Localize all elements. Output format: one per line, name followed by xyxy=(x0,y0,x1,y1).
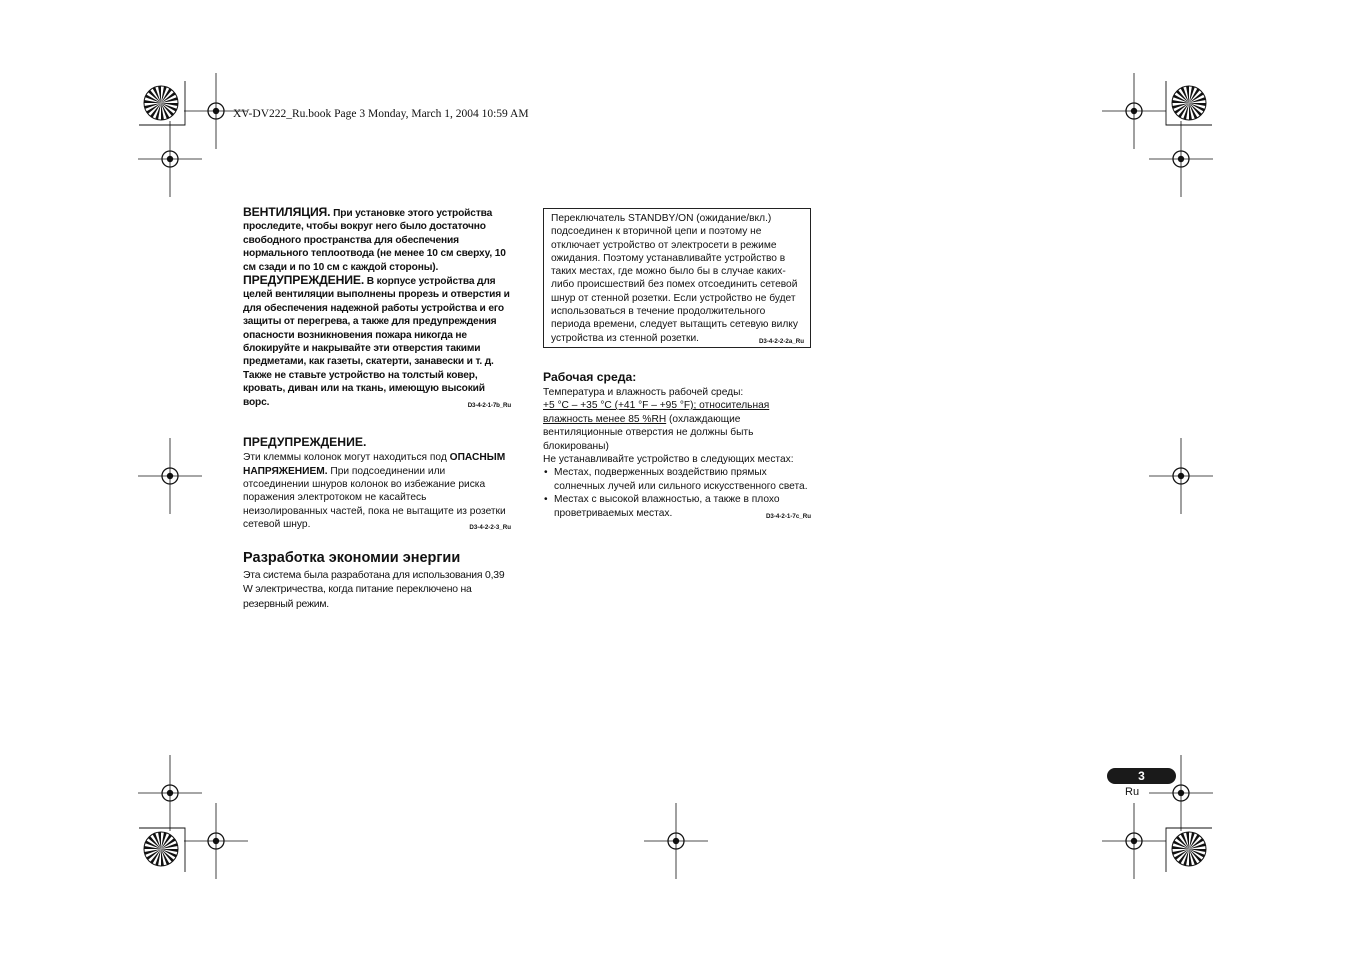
speaker-warning-text-a: Эти клеммы колонок могут находиться под xyxy=(243,452,447,464)
speaker-warning-title: ПРЕДУПРЕЖДЕНИЕ. xyxy=(243,435,367,450)
speaker-warning-text-b: При подсоединении или отсоединении шнуров колонок во избежание риска поражения электротоком не касайтесь неизолированных частей, пока не вытащите из розетки сетевой шнур. xyxy=(243,465,506,531)
doc-code: D3-4-2-2-3_Ru xyxy=(469,524,511,532)
env-spec-underlined: +5 °C – +35 °C (+41 °F – +95 °F); относительная влажность менее 85 %RH xyxy=(543,400,770,425)
doc-code: D3-4-2-2-2a_Ru xyxy=(758,337,804,345)
bullet-icon: • xyxy=(544,467,548,479)
list-item xyxy=(543,466,811,493)
env-line-2: (охлаждающие вентиляционные отверстия не должны быть блокированы) xyxy=(543,413,754,452)
registration-cross-mark xyxy=(138,755,202,831)
operating-environment-title: Рабочая среда: xyxy=(543,369,637,384)
ventilation-lead: ВЕНТИЛЯЦИЯ. xyxy=(243,205,331,219)
danger-voltage-label: ОПАСНЫМ НАПРЯЖЕНИЕМ. xyxy=(243,452,506,477)
energy-text: Эта система была разработана для использования 0,39 W электричества, когда питание переключено на резервный режим. xyxy=(243,569,505,610)
ventilation-text: При установке этого устройства проследите, чтобы вокруг него было достаточно свободного пространства для обеспечения нормального теплоотвода (не менее 10 см сверху, 10 см сзади и по 10 см с каждой стороны). xyxy=(243,208,506,273)
right-column xyxy=(543,208,811,523)
page-language: Ru xyxy=(1125,786,1140,798)
registration-cross-mark xyxy=(1149,438,1213,514)
starburst-mark-bottom-right xyxy=(1172,832,1206,866)
env-line-3: Не устанавливайте устройство в следующих местах: xyxy=(543,454,794,465)
warning-lead: ПРЕДУПРЕЖДЕНИЕ. xyxy=(243,273,365,288)
bullet-icon: • xyxy=(544,494,548,506)
page-number-badge: 3 xyxy=(1107,768,1176,784)
list-item-text: Местах, подверженных воздействию прямых солнечных лучей или сильного искусственного света. xyxy=(554,467,808,492)
list-item-text: Местах с высокой влажностью, а также в плохо проветриваемых местах. xyxy=(554,494,780,519)
registration-cross-mark xyxy=(1102,803,1166,879)
left-column xyxy=(243,206,511,612)
warning-text: В корпусе устройства для целей вентиляции выполнены прорезь и отверстия и для обеспечения надежной работы устройства и его защиты от перегрева, а также для предупреждения опасности возникновения пожара никогда не блокируйте и накрывайте эти отверстия такими предметами, как газеты, скатерти, занавески и т. д. Также не ставьте устройство на толстый ковер, кровать, диван или на ткань, имеющую высокий ворс. xyxy=(243,276,510,408)
file-info-header: XV-DV222_Ru.book Page 3 Monday, March 1, 2004 10:59 AM xyxy=(233,108,529,120)
placement-list xyxy=(543,466,811,520)
ventilation-paragraph xyxy=(243,206,511,274)
registration-cross-mark xyxy=(138,121,202,197)
registration-cross-mark xyxy=(1149,755,1213,831)
doc-code: D3-4-2-1-7c_Ru xyxy=(765,512,811,520)
doc-code: D3-4-2-1-7b_Ru xyxy=(467,401,511,409)
registration-cross-mark xyxy=(138,438,202,514)
standby-notice-text: Переключатель STANDBY/ON (ожидание/вкл.) подсоединен к вторичной цепи и поэтому не отключает устройство от электросети в режиме ожидания. Поэтому устанавливайте устройство в таких местах, где можно было бы в случае каких-либо происшествий без помех отсоединить сетевой шнур от стенной розетки. Если устройство не будет использоваться в течение продолжительного периода времени, следует вытащить сетевую вилку устройства из стенной розетки. xyxy=(551,213,798,344)
env-line-1: Температура и влажность рабочей среды: xyxy=(543,386,744,398)
energy-title: Разработка экономии энергии xyxy=(243,549,461,566)
speaker-warning-text xyxy=(243,451,511,531)
operating-environment-text xyxy=(543,386,811,466)
registration-cross-mark xyxy=(184,803,248,879)
registration-cross-mark xyxy=(1102,73,1166,149)
list-item xyxy=(543,493,811,520)
starburst-mark-bottom-left xyxy=(144,832,178,866)
warning-paragraph xyxy=(243,274,511,409)
standby-notice-box xyxy=(543,208,811,348)
registration-cross-mark xyxy=(644,803,708,879)
starburst-mark-top-right xyxy=(1172,86,1206,120)
starburst-mark-top-left xyxy=(144,86,178,120)
registration-cross-mark xyxy=(1149,121,1213,197)
